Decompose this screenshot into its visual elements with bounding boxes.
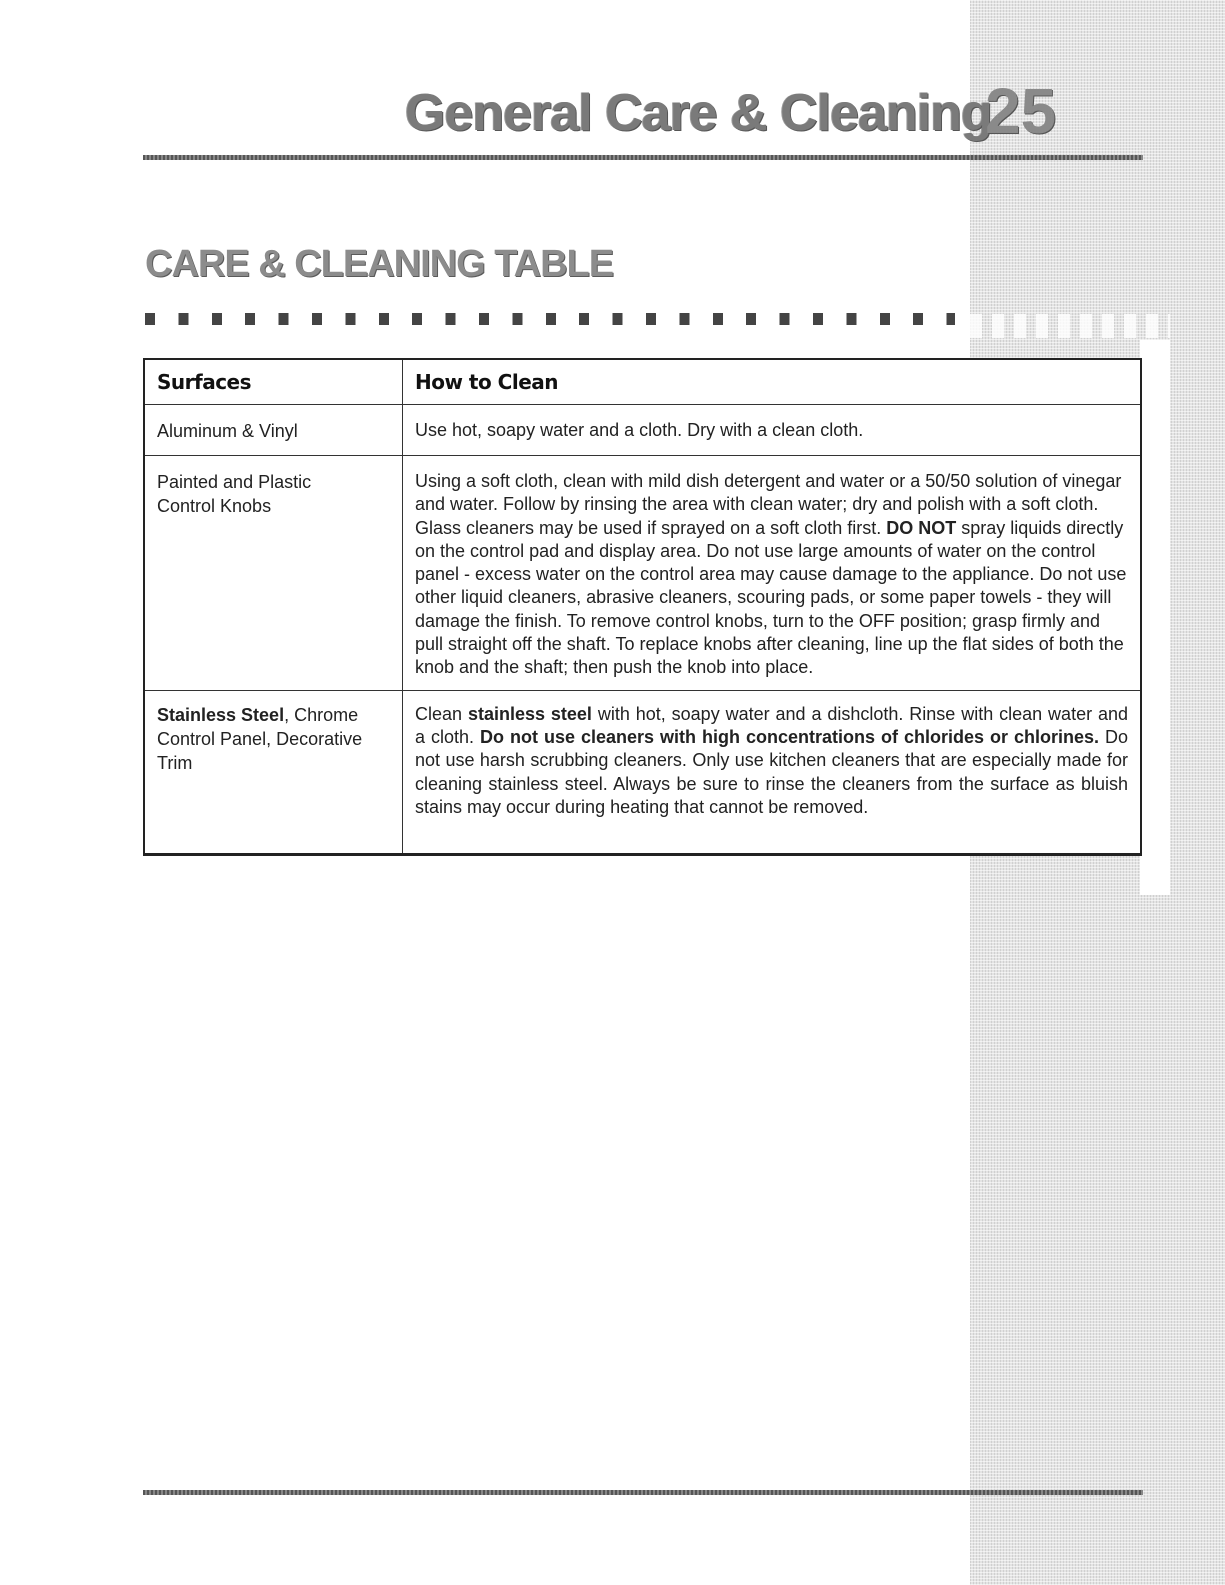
how-to-clean-text: Using a soft cloth, clean with mild dish detergent and water or a 50/50 solution of vinegar and water. Follow by rinsing the area with clean water; dry and polish with a soft cloth. Glass cleaners may be used if sprayed on a soft cloth first. [415,471,1122,538]
bullet-divider [145,313,955,325]
how-to-clean-text: Clean [415,703,468,724]
warning-text: Do not use cleaners with high concentrations of chlorides or chlorines. [480,726,1099,747]
table-header-row [144,359,1141,405]
section-title: CARE & CLEANING TABLE [145,243,614,285]
how-to-clean-cell [403,690,1142,854]
how-to-clean-cell [403,405,1142,456]
surface-cell [144,405,403,456]
table-row [144,690,1141,854]
table-row [144,405,1141,456]
header-how-to-clean: How to Clean [403,359,1142,405]
how-to-clean-cell [403,456,1142,691]
surface-text-line2: Control Knobs [157,496,272,516]
surface-text-line1: Painted and Plastic [157,472,312,492]
table-row [144,456,1141,691]
footer-rule [143,1490,1143,1495]
emphasis-text: stainless steel [467,703,592,724]
side-band-gap [1140,340,1170,895]
surface-text-bold: Stainless Steel [157,704,285,725]
surface-cell [144,456,403,691]
surface-text: Aluminum & Vinyl [157,421,298,441]
surface-cell [144,690,403,854]
how-to-clean-text: Do not use harsh scrubbing cleaners. Only use kitchen cleaners that are especially made for cleaning stainless steel. Always be sure to rinse the cleaners from the surface as bluish stains may occur during heating that cannot be removed. [415,726,1128,817]
surface-text: , Chrome Control Panel, Decorative Trim [157,704,363,773]
warning-text: DO NOT [886,517,957,538]
how-to-clean-text: with hot, soapy water and a dishcloth. Rinse with clean water and a cloth. [415,703,1129,747]
how-to-clean-text: Use hot, soapy water and a cloth. Dry with a clean cloth. [415,420,864,440]
side-band-dots [970,314,1170,338]
page-number: 25 [985,75,1057,147]
header-surfaces: Surfaces [144,359,403,405]
care-cleaning-table [143,358,1142,856]
page-title: General Care & Cleaning [405,84,992,142]
header-rule [143,155,1143,160]
how-to-clean-text: spray liquids directly on the control pad and display area. Do not use large amounts of water on the control panel - excess water on the control area may cause damage to the appliance. Do not use other liquid cleaners, abrasive cleaners, scouring pads, or some paper towels - they will damage the finish. To remove control knobs, turn to the OFF position; grasp firmly and pull straight off the shaft. To replace knobs after cleaning, line up the flat sides of both the knob and the shaft; then push the knob into place. [415,517,1127,678]
